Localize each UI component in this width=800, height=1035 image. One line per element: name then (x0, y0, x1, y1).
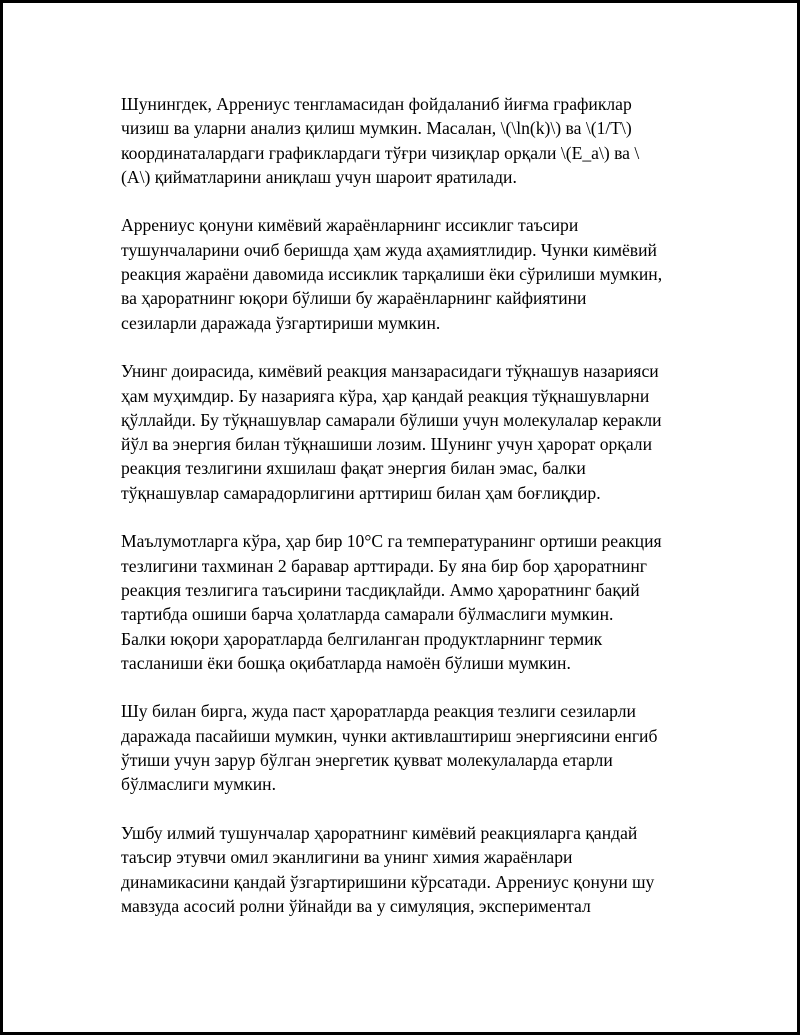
text-line: тартибда ошиши барча ҳолатларда самарали бўлмаслиги мумкин. (121, 604, 614, 625)
text-line: Ушбу илмий тушунчалар ҳароратнинг кимёвий реакцияларга қандай (121, 822, 638, 843)
text-line: Аррениус қонуни кимёвий жараёнларнинг иссиклиг таъсири (121, 215, 579, 236)
text-line: реакция жараёни давомида иссиклик тарқалиши ёки сўрилиши мумкин, (121, 264, 663, 285)
text-line: сезиларли даражада ўзгартириши мумкин. (121, 312, 441, 333)
text-line: тасланиши ёки бошқа оқибатларда намоён бўлиши мумкин. (121, 652, 571, 673)
text-line: реакция тезлигини яхшилаш фақат энергия билан эмас, балки (121, 458, 586, 479)
text-line: даражада пасайиши мумкин, чунки активлаштириш энергиясини енгиб (121, 725, 658, 746)
paragraph-conclusion (121, 821, 701, 918)
text-line: динамикасини қандай ўзгартиришини кўрсатади. Аррениус қонуни шу (121, 871, 655, 892)
paragraph-temperature-rule (121, 529, 701, 675)
paragraph-collision-theory (121, 359, 701, 505)
text-line: таъсир этувчи омил эканлигини ва унинг химия жараёнлари (121, 847, 573, 868)
text-line: тўқнашувлар самарадорлигини арттириш билан ҳам боғлиқдир. (121, 482, 601, 503)
document-body (121, 92, 701, 942)
text-line: мавзуда асосий ролни ўйнайди ва у симуляция, экспериментал (121, 895, 591, 916)
text-line: Шу билан бирга, жуда паст ҳароратларда реакция тезлиги сезиларли (121, 701, 636, 722)
text-line: Унинг доирасида, кимёвий реакция манзарасидаги тўқнашув назарияси (121, 361, 659, 382)
text-line: координаталардаги графиклардаги тўғри чизиқлар орқали \(E_a\) ва \ (121, 142, 640, 163)
text-line: Маълумотларга кўра, ҳар бир 10°C га температуранинг ортиши реакция (121, 531, 662, 552)
text-line: тушунчаларини очиб беришда ҳам жуда аҳамиятлидир. Чунки кимёвий (121, 239, 657, 260)
text-line: Шунингдек, Аррениус тенгламасидан фойдаланиб йиғма графиклар (121, 94, 632, 114)
text-line: тезлигини тахминан 2 баравар арттиради. Бу яна бир бор ҳароратнинг (121, 555, 647, 576)
text-line: Балки юқори ҳароратларда белгиланган продуктларнинг термик (121, 628, 603, 649)
paragraph-arrhenius-graphs (121, 92, 701, 189)
text-line: ўтиши учун зарур бўлган энергетик қувват молекулаларда етарли (121, 750, 613, 771)
text-line: қўллайди. Бу тўқнашувлар самарали бўлиши учун молекулалар керакли (121, 409, 662, 430)
text-line: бўлмаслиги мумкин. (121, 774, 276, 795)
text-line: ҳам муҳимдир. Бу назарияга кўра, ҳар қандай реакция тўқнашувларни (121, 385, 650, 406)
paragraph-heat-effects (121, 213, 701, 334)
text-line: чизиш ва уларни анализ қилиш мумкин. Масалан, \(\ln(k)\) ва \(1/T\) (121, 118, 632, 139)
text-line: йўл ва энергия билан тўқнашиши лозим. Шунинг учун ҳарорат орқали (121, 434, 652, 455)
text-line: реакция тезлигига таъсирини тасдиқлайди. Аммо ҳароратнинг бақий (121, 579, 640, 600)
paragraph-low-temperature (121, 699, 701, 796)
text-line: ва ҳароратнинг юқори бўлиши бу жараёнларнинг кайфиятини (121, 288, 587, 309)
text-line: (A\) қийматларини аниқлаш учун шароит яратилади. (121, 166, 517, 187)
